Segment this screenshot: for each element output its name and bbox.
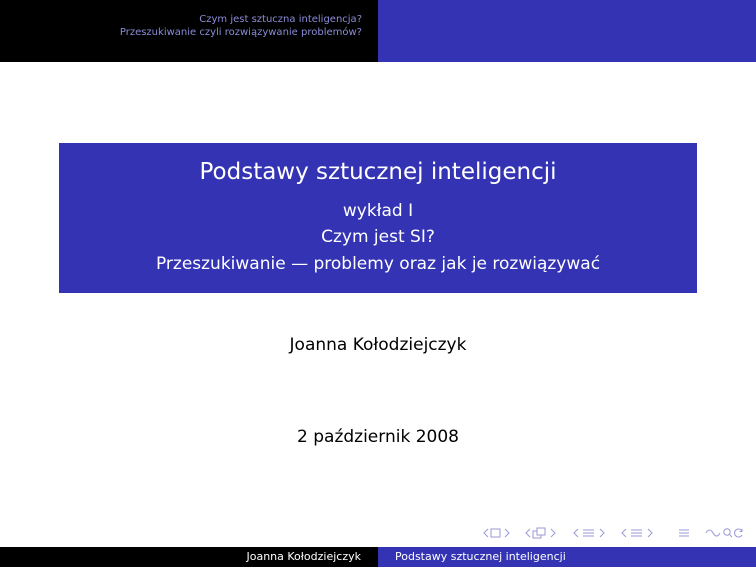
footer-left-panel (0, 547, 378, 567)
footer-bar (0, 547, 756, 567)
header-bar (0, 0, 756, 62)
footer-author: Joanna Kołodziejczyk (246, 550, 361, 563)
title-block (59, 143, 697, 293)
subtitle-line-3: Przeszukiwanie — problemy oraz jak je rozwiązywać (155, 254, 601, 274)
author-name: Joanna Kołodziejczyk (289, 335, 467, 355)
prev-frame-icon[interactable] (482, 526, 512, 540)
prev-subsection-icon[interactable] (524, 526, 558, 540)
section-nav-link-2[interactable]: Przeszukiwanie czyli rozwiązywanie problemów? (119, 27, 362, 38)
subtitle-line-1: wykład I (342, 201, 414, 221)
section-nav-link-1[interactable]: Czym jest sztuczna inteligencja? (199, 14, 362, 25)
prev-section-icon[interactable] (572, 526, 608, 540)
footer-right-panel (378, 547, 756, 567)
header-left-panel (0, 0, 378, 62)
prev-slide-icon[interactable] (620, 526, 656, 540)
presentation-title: Podstawy sztucznej inteligencji (199, 159, 557, 185)
subtitle-line-2: Czym jest SI? (321, 227, 435, 247)
align-icon[interactable] (677, 526, 691, 540)
presentation-date: 2 październik 2008 (297, 427, 459, 447)
header-right-panel (378, 0, 756, 62)
footer-title: Podstawy sztucznej inteligencji (395, 550, 566, 563)
search-icon[interactable] (704, 526, 744, 540)
